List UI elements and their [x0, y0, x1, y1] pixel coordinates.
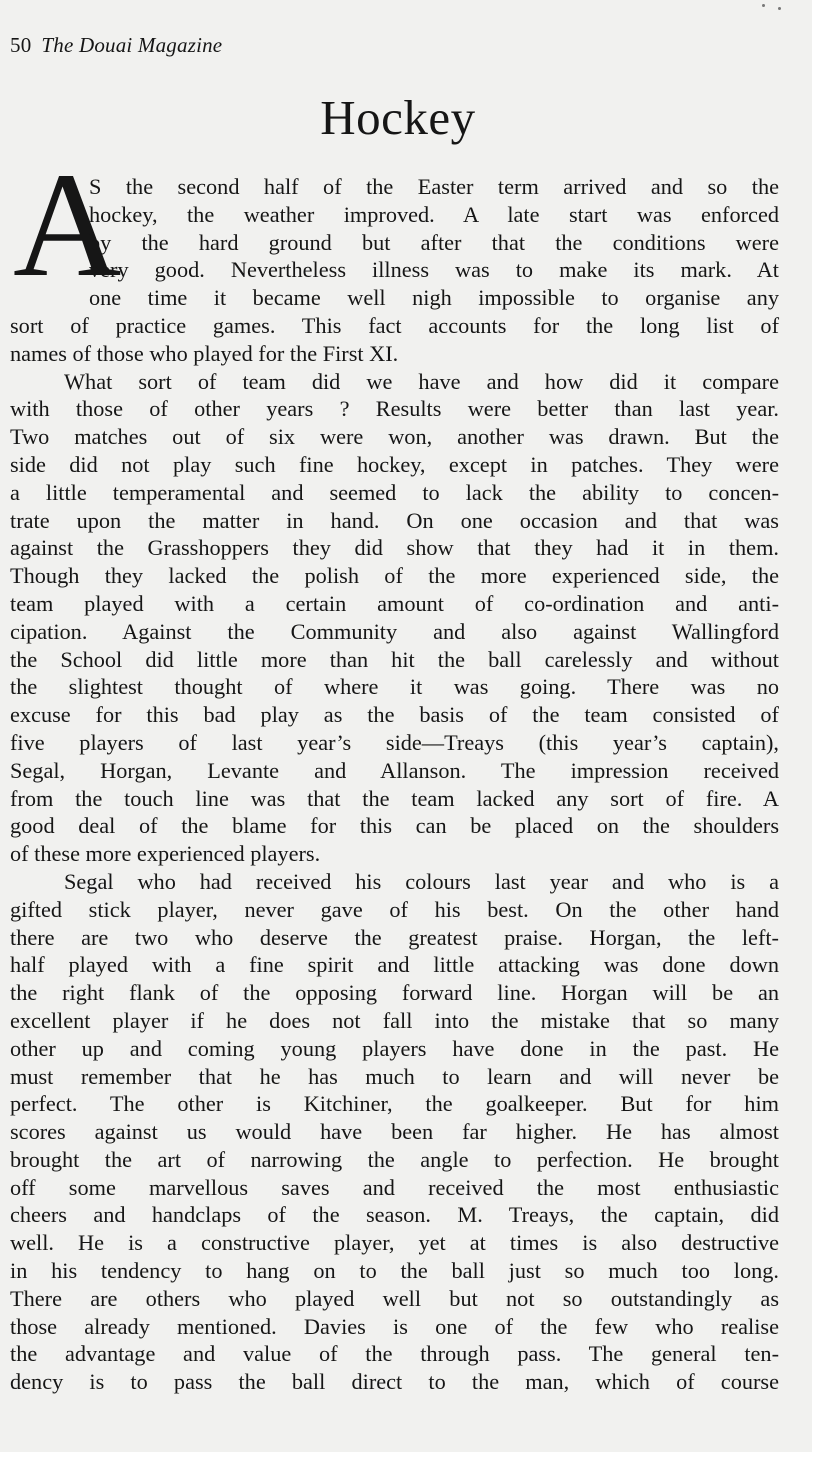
body-line: those already mentioned. Davies is one of the few who realise [10, 1313, 779, 1339]
page-number: 50 [10, 33, 32, 57]
body-line: one time it became well nigh impossible to organise any [89, 285, 779, 311]
body-line: Though they lacked the polish of the more experienced side, the [10, 563, 779, 589]
body-line: excuse for this bad play as the basis of the team consisted of [10, 702, 779, 728]
body-line: perfect. The other is Kitchiner, the goalkeeper. But for him [10, 1091, 779, 1117]
body-line: side did not play such fine hockey, except in patches. They were [10, 451, 779, 477]
body-line: brought the art of narrowing the angle to perfection. He brought [10, 1146, 779, 1172]
body-line: well. He is a constructive player, yet at times is also destructive [10, 1230, 779, 1256]
body-line: Segal who had received his colours last year and who is a [64, 868, 779, 894]
body-line: of these more experienced players. [10, 841, 321, 867]
body-line: Two matches out of six were won, another was drawn. But the [10, 424, 779, 450]
body-line: What sort of team did we have and how did it compare [64, 368, 779, 394]
article-body [10, 173, 779, 1396]
magazine-title: The Douai Magazine [41, 33, 223, 57]
body-line: Segal, Horgan, Levante and Allanson. The impression received [10, 757, 779, 783]
body-line: a little temperamental and seemed to lack the ability to concen- [10, 479, 779, 505]
scan-speck [778, 7, 781, 10]
body-line: There are others who played well but not so outstandingly as [10, 1285, 779, 1311]
body-line: other up and coming young players have done in the past. He [10, 1035, 779, 1061]
page-edge [812, 0, 827, 1459]
body-line: gifted stick player, never gave of his best. On the other hand [10, 896, 779, 922]
body-line: off some marvellous saves and received the most enthusiastic [10, 1174, 779, 1200]
body-line: must remember that he has much to learn and will never be [10, 1063, 779, 1089]
body-line: the right flank of the opposing forward line. Horgan will be an [10, 980, 779, 1006]
body-line: the slightest thought of where it was going. There was no [10, 674, 779, 700]
body-line: by the hard ground but after that the conditions were [89, 229, 779, 255]
body-line: trate upon the matter in hand. On one occasion and that was [10, 507, 779, 533]
body-line: very good. Nevertheless illness was to make its mark. At [89, 257, 779, 283]
body-line: hockey, the weather improved. A late start was enforced [89, 201, 779, 227]
body-line: cipation. Against the Community and also against Wallingford [10, 618, 779, 644]
body-line: dency is to pass the ball direct to the man, which of course [10, 1369, 779, 1395]
drop-cap: A [13, 142, 122, 308]
body-line: with those of other years ? Results were better than last year. [10, 396, 779, 422]
body-line: the School did little more than hit the ball carelessly and without [10, 646, 779, 672]
body-line: half played with a fine spirit and little attacking was done down [10, 952, 779, 978]
body-line: scores against us would have been far higher. He has almost [10, 1119, 779, 1145]
body-line: team played with a certain amount of co-ordination and anti- [10, 590, 779, 616]
body-line: against the Grasshoppers they did show that they had it in them. [10, 535, 779, 561]
running-header [10, 33, 222, 58]
body-line: in his tendency to hang on to the ball just so much too long. [10, 1258, 779, 1284]
body-line: five players of last year’s side—Treays (this year’s captain), [10, 729, 779, 755]
body-line: excellent player if he does not fall into the mistake that so many [10, 1007, 779, 1033]
body-line: S the second half of the Easter term arrived and so the [89, 174, 779, 199]
scan-speck [762, 4, 765, 7]
body-line: the advantage and value of the through pass. The general ten- [10, 1341, 779, 1367]
body-line: there are two who deserve the greatest praise. Horgan, the left- [10, 924, 779, 950]
body-line: good deal of the blame for this can be placed on the shoulders [10, 813, 779, 839]
body-line: cheers and handclaps of the season. M. Treays, the captain, did [10, 1202, 779, 1228]
body-line: from the touch line was that the team lacked any sort of fire. A [10, 785, 779, 811]
body-line: names of those who played for the First XI. [10, 340, 399, 366]
article-title: Hockey [320, 90, 476, 145]
body-line: sort of practice games. This fact accounts for the long list of [10, 312, 779, 338]
